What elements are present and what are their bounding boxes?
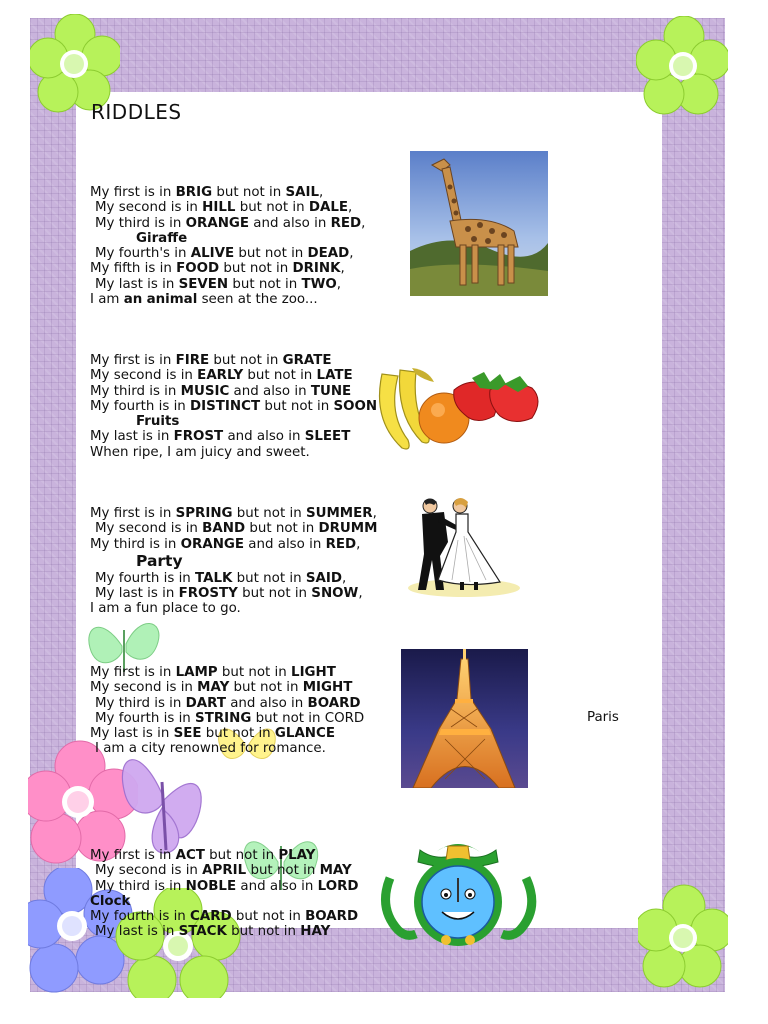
riddle-text: , bbox=[361, 215, 366, 231]
keyword: STRING bbox=[195, 710, 252, 726]
riddle-text: but not in CORD bbox=[251, 710, 365, 726]
riddle-answer bbox=[90, 231, 365, 246]
riddle-text: but not in bbox=[232, 506, 306, 521]
clock-clipart bbox=[376, 838, 542, 964]
riddle-text: My second is in bbox=[95, 863, 203, 879]
riddle-line bbox=[90, 711, 364, 726]
keyword: MUSIC bbox=[180, 383, 230, 399]
riddle-text: My third is in bbox=[90, 383, 181, 399]
riddle-line bbox=[90, 506, 377, 521]
riddle-text: My last is in bbox=[90, 726, 174, 742]
riddle-text: My second is in bbox=[95, 200, 203, 216]
riddle-text: My fourth is in bbox=[95, 710, 196, 726]
keyword: SAID bbox=[305, 570, 342, 586]
riddle-party bbox=[90, 506, 377, 617]
riddle-text: My first is in bbox=[90, 353, 176, 368]
keyword: animal bbox=[146, 292, 198, 308]
riddle-line bbox=[90, 445, 377, 460]
keyword: ORANGE bbox=[180, 536, 245, 552]
riddle-answer bbox=[90, 894, 359, 909]
riddle-line bbox=[90, 185, 365, 200]
keyword: DRUMM bbox=[318, 521, 378, 537]
riddle-text: but not in bbox=[235, 200, 309, 216]
riddle-text: but not in bbox=[245, 521, 319, 537]
riddle-text: and also in bbox=[249, 215, 331, 231]
riddle-text: My second is in bbox=[95, 521, 203, 537]
riddle-line bbox=[90, 353, 377, 368]
riddle-text: but not in bbox=[246, 863, 320, 879]
keyword: GLANCE bbox=[274, 726, 335, 742]
riddle-text: , bbox=[341, 570, 347, 586]
riddle-line bbox=[90, 909, 359, 924]
riddle-line bbox=[90, 726, 364, 741]
riddle-text: but not in bbox=[260, 398, 334, 414]
keyword: TWO bbox=[301, 276, 337, 292]
keyword: DALE bbox=[308, 200, 349, 216]
riddle-line bbox=[90, 246, 365, 261]
riddle-text: I am bbox=[90, 292, 124, 308]
riddle-answer bbox=[90, 552, 377, 571]
riddle-line bbox=[90, 601, 377, 616]
keyword: DRINK bbox=[292, 261, 341, 277]
keyword: ORANGE bbox=[185, 215, 250, 231]
riddle-text: and also in bbox=[223, 429, 305, 445]
riddle-text: , bbox=[349, 246, 354, 262]
keyword: FOOD bbox=[176, 261, 220, 277]
keyword: DEAD bbox=[307, 246, 350, 262]
riddle-line bbox=[90, 200, 365, 215]
riddle-line bbox=[90, 384, 377, 399]
keyword: FROSTY bbox=[178, 586, 238, 602]
keyword: BRIG bbox=[175, 185, 213, 200]
riddle-text: When ripe, I am juicy and sweet. bbox=[90, 444, 310, 460]
eiffel-tower-photo bbox=[401, 649, 528, 788]
riddle-text: My first is in bbox=[90, 848, 176, 863]
riddle-clock bbox=[90, 848, 359, 940]
keyword: SLEET bbox=[304, 429, 351, 445]
keyword: SEVEN bbox=[178, 276, 229, 292]
keyword: SOON bbox=[333, 398, 378, 414]
riddle-text: My last is in bbox=[95, 586, 179, 602]
riddle-text: My third is in bbox=[95, 878, 186, 894]
riddle-line bbox=[90, 429, 377, 444]
riddle-text: My third is in bbox=[90, 536, 181, 552]
riddle-text: , bbox=[340, 261, 345, 277]
keyword: PLAY bbox=[278, 848, 316, 863]
keyword: FROST bbox=[173, 429, 224, 445]
riddle-line bbox=[90, 261, 365, 276]
riddle-line bbox=[90, 863, 359, 878]
riddle-text: My fourth is in bbox=[95, 570, 196, 586]
riddle-text: and also in bbox=[244, 536, 326, 552]
riddle-text: and also in bbox=[229, 383, 311, 399]
riddle-text: seen at the zoo... bbox=[197, 292, 318, 308]
riddle-text: , bbox=[348, 200, 353, 216]
riddle-text: My last is in bbox=[95, 276, 179, 292]
riddle-text: I am a city renowned for romance. bbox=[95, 741, 326, 757]
riddle-text: I am a fun place to go. bbox=[90, 601, 241, 617]
keyword: SEE bbox=[173, 726, 202, 742]
riddle-line bbox=[90, 216, 365, 231]
keyword: CARD bbox=[190, 909, 232, 925]
riddle-fruits bbox=[90, 353, 377, 460]
riddle-text: My second is in bbox=[90, 368, 198, 384]
riddle-line bbox=[90, 399, 377, 414]
riddle-paris bbox=[90, 665, 364, 757]
keyword: STACK bbox=[178, 924, 227, 940]
riddle-text: My fifth is in bbox=[90, 261, 177, 277]
keyword: LORD bbox=[317, 878, 359, 894]
riddle-text: My third is in bbox=[95, 695, 186, 711]
keyword: MAY bbox=[319, 863, 352, 879]
riddle-line bbox=[90, 848, 359, 863]
riddle-text: but not in bbox=[212, 185, 286, 200]
flower-icon-bottom-right bbox=[638, 884, 728, 994]
riddle-line bbox=[90, 571, 377, 586]
keyword: Fruits bbox=[136, 414, 180, 430]
riddle-giraffe bbox=[90, 185, 365, 307]
keyword: SNOW bbox=[311, 586, 359, 602]
riddle-text: but not in bbox=[228, 276, 302, 292]
flower-icon-top-left bbox=[30, 14, 120, 114]
riddle-text: My fourth is in bbox=[90, 398, 191, 414]
riddle-line bbox=[90, 368, 377, 383]
keyword: LAMP bbox=[175, 665, 218, 680]
keyword: DISTINCT bbox=[190, 398, 261, 414]
riddle-text: but not in bbox=[204, 848, 279, 863]
keyword: Giraffe bbox=[136, 230, 188, 246]
riddle-line bbox=[90, 924, 359, 939]
keyword: RED bbox=[330, 215, 362, 231]
keyword: TALK bbox=[195, 570, 233, 586]
riddle-text: but not in bbox=[229, 680, 303, 696]
keyword: BOARD bbox=[307, 695, 361, 711]
keyword: SUMMER bbox=[305, 506, 373, 521]
keyword: MAY bbox=[197, 680, 230, 696]
giraffe-photo bbox=[410, 151, 548, 296]
keyword: APRIL bbox=[202, 863, 247, 879]
riddle-text: but not in bbox=[201, 726, 275, 742]
riddle-text: but not in bbox=[209, 353, 283, 368]
dancing-couple-clipart bbox=[404, 496, 528, 600]
riddle-line bbox=[90, 665, 364, 680]
keyword: TUNE bbox=[310, 383, 352, 399]
keyword: BOARD bbox=[305, 909, 359, 925]
riddle-text: and also in bbox=[225, 695, 308, 711]
fruits-clipart bbox=[372, 360, 548, 454]
riddle-line bbox=[90, 292, 365, 307]
riddle-text: My first is in bbox=[90, 506, 176, 521]
riddle-line bbox=[90, 586, 377, 601]
riddle-text: My first is in bbox=[90, 665, 176, 680]
riddle-line bbox=[90, 741, 364, 756]
riddle-line bbox=[90, 680, 364, 695]
paris-answer: Paris bbox=[587, 710, 619, 725]
keyword: NOBLE bbox=[185, 878, 237, 894]
flower-icon-top-right bbox=[636, 16, 728, 116]
riddle-text: but not in bbox=[243, 368, 317, 384]
keyword: HAY bbox=[300, 924, 331, 940]
keyword: MIGHT bbox=[302, 680, 353, 696]
riddle-line bbox=[90, 696, 364, 711]
riddle-text: , bbox=[319, 185, 324, 200]
riddle-line bbox=[90, 537, 377, 552]
riddle-text: My first is in bbox=[90, 185, 176, 200]
page-title: RIDDLES bbox=[91, 100, 182, 124]
riddle-text: , bbox=[336, 276, 342, 292]
keyword: FIRE bbox=[175, 353, 210, 368]
keyword: EARLY bbox=[197, 368, 244, 384]
riddle-answer bbox=[90, 414, 377, 429]
riddle-text: but not in bbox=[226, 924, 301, 940]
keyword: RED bbox=[325, 536, 357, 552]
keyword: an bbox=[123, 292, 143, 308]
riddle-text: My fourth is in bbox=[90, 909, 191, 925]
riddle-line bbox=[90, 521, 377, 536]
riddle-text: My last is in bbox=[95, 924, 179, 940]
keyword: Party bbox=[136, 551, 183, 570]
riddle-text: , bbox=[358, 586, 363, 602]
keyword: LIGHT bbox=[291, 665, 336, 680]
riddle-text: but not in bbox=[234, 246, 308, 262]
riddle-text: but not in bbox=[231, 909, 306, 925]
riddle-text: but not in bbox=[237, 586, 312, 602]
keyword: DART bbox=[185, 695, 226, 711]
riddle-text: My last is in bbox=[90, 429, 174, 445]
keyword: ACT bbox=[175, 848, 205, 863]
riddle-text: , bbox=[372, 506, 377, 521]
riddle-text: My second is in bbox=[90, 680, 198, 696]
riddle-text: My third is in bbox=[95, 215, 186, 231]
riddle-text: but not in bbox=[219, 261, 293, 277]
riddle-text: but not in bbox=[232, 570, 306, 586]
riddle-line bbox=[90, 277, 365, 292]
keyword: HILL bbox=[202, 200, 236, 216]
keyword: Clock bbox=[90, 893, 131, 909]
riddle-text: and also in bbox=[236, 878, 318, 894]
keyword: SPRING bbox=[175, 506, 233, 521]
keyword: ALIVE bbox=[190, 246, 235, 262]
riddle-text: , bbox=[356, 536, 361, 552]
keyword: GRATE bbox=[282, 353, 332, 368]
keyword: BAND bbox=[202, 521, 246, 537]
riddle-text: My fourth's in bbox=[95, 246, 191, 262]
riddle-text: but not in bbox=[217, 665, 292, 680]
keyword: LATE bbox=[316, 368, 353, 384]
riddle-line bbox=[90, 879, 359, 894]
keyword: SAIL bbox=[285, 185, 320, 200]
